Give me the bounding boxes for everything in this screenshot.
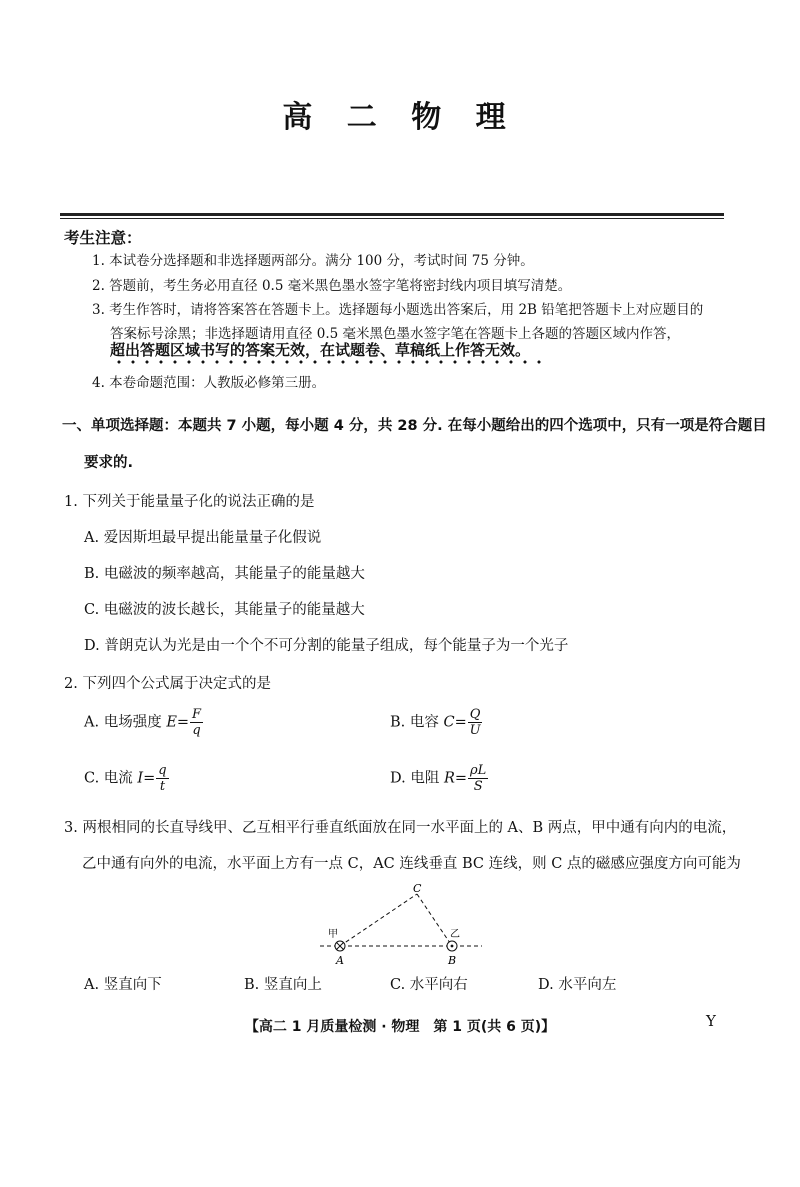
q2-d-fraction xyxy=(468,764,488,793)
notice-item: 4. 本卷命题范围：人教版必修第三册。 xyxy=(92,375,326,391)
q2-c-lhs: I= xyxy=(137,770,156,787)
label-c: C xyxy=(413,882,422,895)
q3-option-c: C. 水平向右 xyxy=(390,977,468,993)
q2-a-fraction xyxy=(190,708,203,737)
q2-c-den: t xyxy=(159,779,166,794)
label-yi: 乙 xyxy=(450,929,460,940)
q2-option-a xyxy=(84,708,203,737)
q1-option-c: C. 电磁波的波长越长，其能量子的能量越大 xyxy=(84,602,365,618)
q2-option-d xyxy=(390,764,488,793)
q2-a-num: F xyxy=(192,707,202,722)
notice-warning: 超出答题区域书写的答案无效，在试题卷、草稿纸上作答无效。 xyxy=(110,341,531,359)
q2-a-lhs: E= xyxy=(166,714,190,731)
question-3-line1: 3. 两根相同的长直导线甲、乙互相平行垂直纸面放在同一水平面上的 A、B 两点，甲中通有向内的电流， xyxy=(64,820,737,836)
q2-option-c xyxy=(84,764,169,793)
q2-d-num: ρL xyxy=(470,763,487,778)
question-2-stem: 2. 下列四个公式属于决定式的是 xyxy=(64,676,271,692)
q2-c-fraction xyxy=(156,764,168,793)
q2-b-fraction xyxy=(468,708,483,737)
q2-d-den: S xyxy=(473,779,483,794)
q3-figure xyxy=(310,880,490,970)
q2-c-num: q xyxy=(158,763,167,778)
label-b: B xyxy=(448,954,457,967)
q1-option-a: A. 爱因斯坦最早提出能量量子化假说 xyxy=(84,530,322,546)
q2-d-lhs: R= xyxy=(443,770,468,787)
wire-a-into-page-icon xyxy=(335,941,345,951)
page-footer: 【高二 1 月质量检测 · 物理 第 1 页(共 6 页)】 xyxy=(244,1019,556,1035)
q2-c-label: C. 电流 xyxy=(84,770,133,787)
q1-option-b: B. 电磁波的频率越高，其能量子的能量越大 xyxy=(84,566,365,582)
q2-d-label: D. 电阻 xyxy=(390,770,440,787)
section-heading: 一、单项选择题：本题共 7 小题，每小题 4 分，共 28 分. 在每小题给出的四个选项中，只有一项是符合题目 xyxy=(62,418,767,434)
q2-b-lhs: C= xyxy=(443,714,467,731)
notice-item: 2. 答题前，考生务必用直径 0.5 毫米黑色墨水签字笔将密封线内项目填写清楚。 xyxy=(92,278,572,294)
q1-option-d: D. 普朗克认为光是由一个个不可分割的能量子组成，每个能量子为一个光子 xyxy=(84,638,569,654)
emphasis-dots xyxy=(112,360,542,364)
line-ac xyxy=(340,894,417,946)
divider-thin xyxy=(60,218,724,219)
page-title: 高 二 物 理 xyxy=(282,100,518,135)
q3-option-d: D. 水平向左 xyxy=(538,977,617,993)
q2-b-label: B. 电容 xyxy=(390,714,439,731)
label-jia: 甲 xyxy=(328,929,338,940)
question-3-line2: 乙中通有向外的电流，水平面上方有一点 C，AC 连线垂直 BC 连线，则 C 点的磁感应强度方向可能为 xyxy=(82,856,741,872)
notice-heading: 考生注意： xyxy=(64,229,142,247)
q3-option-a: A. 竖直向下 xyxy=(84,977,162,993)
q2-a-den: q xyxy=(192,723,201,738)
notice-item: 答案标号涂黑；非选择题请用直径 0.5 毫米黑色墨水签字笔在答题卡上各题的答题区域内作答， xyxy=(110,326,681,342)
section-heading-cont: 要求的. xyxy=(84,455,134,471)
q2-option-b xyxy=(390,708,482,737)
question-1-stem: 1. 下列关于能量量子化的说法正确的是 xyxy=(64,494,315,510)
q2-a-label: A. 电场强度 xyxy=(84,714,162,731)
divider-thick xyxy=(60,213,724,216)
label-a: A xyxy=(336,954,344,967)
line-bc xyxy=(417,894,452,946)
q3-option-b: B. 竖直向上 xyxy=(244,977,322,993)
corner-mark: Y xyxy=(706,1012,716,1030)
notice-item: 3. 考生作答时，请将答案答在答题卡上。选择题每小题选出答案后，用 2B 铅笔把答题卡上对应题目的 xyxy=(92,302,704,318)
q2-b-num: Q xyxy=(469,707,481,722)
wire-b-out-of-page-icon xyxy=(447,941,457,951)
notice-item: 1. 本试卷分选择题和非选择题两部分。满分 100 分，考试时间 75 分钟。 xyxy=(92,253,534,269)
q2-b-den: U xyxy=(469,723,481,738)
